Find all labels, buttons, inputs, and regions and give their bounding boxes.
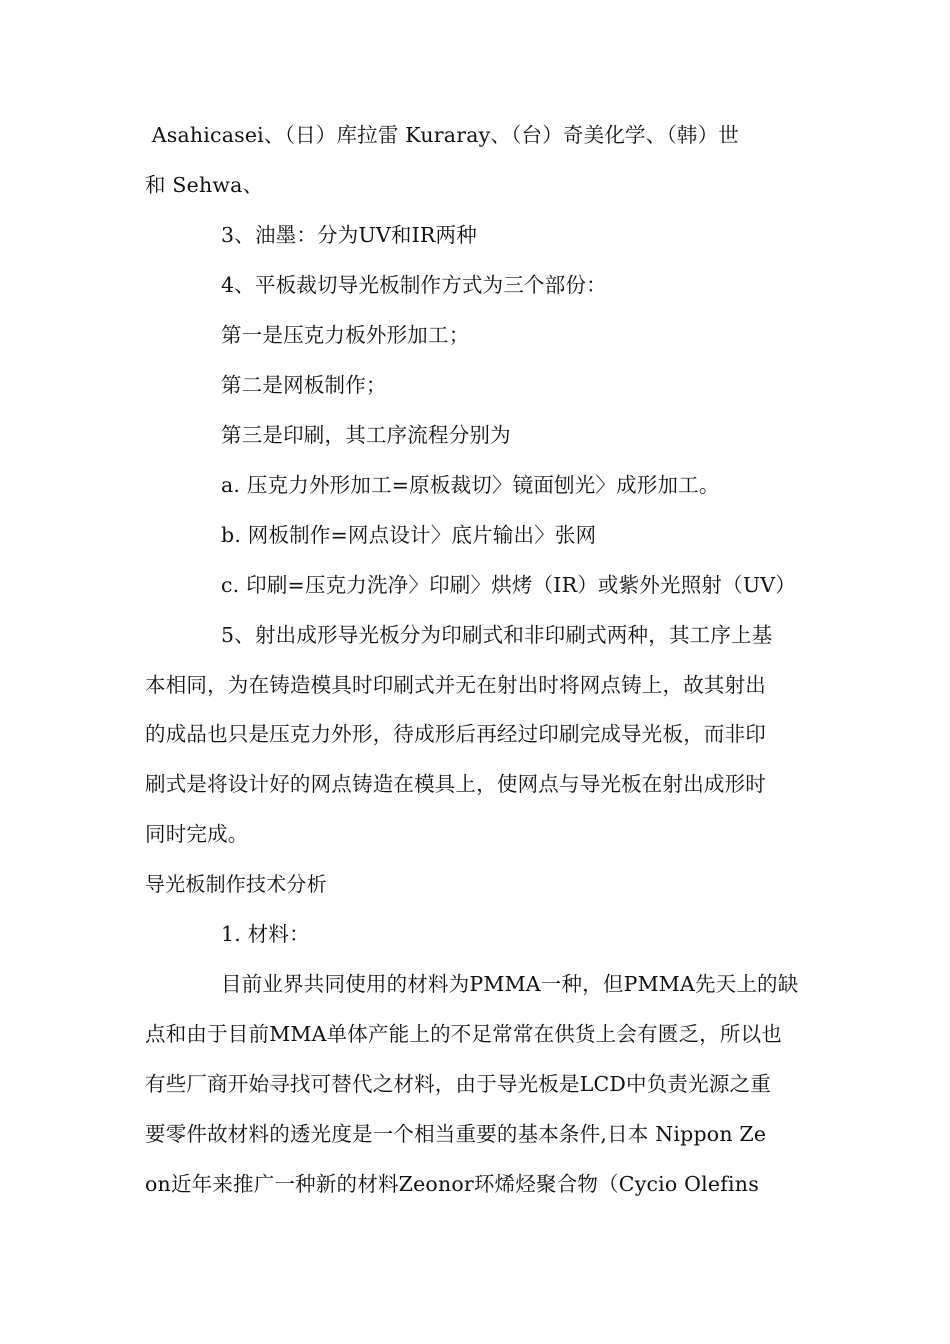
step-third: 第三是印刷，其工序流程分别为 [221,423,511,447]
list-item-materials: 1. 材料： [221,922,310,946]
paragraph-line: 的成品也只是压克力外形，待成形后再经过印刷完成导光板，而非印 [145,722,766,746]
list-item-3-ink: 3、油墨：分为UV和IR两种 [221,223,477,247]
section-heading: 导光板制作技术分析 [145,872,327,896]
text-line-1: Asahicasei、（日）库拉雷 Kuraray、（台）奇美化学、（韩）世 [145,123,739,147]
paragraph-line: 目前业界共同使用的材料为PMMA一种，但PMMA先天上的缺 [221,972,799,996]
process-c: c. 印刷=压克力洗净〉印刷〉烘烤（IR）或紫外光照射（UV） [221,573,797,597]
paragraph-line: 同时完成。 [145,822,249,846]
process-a: a. 压克力外形加工=原板裁切〉镜面刨光〉成形加工。 [221,473,720,497]
step-second: 第二是网板制作； [221,373,387,397]
text-line-2: 和 Sehwa、 [145,173,264,197]
list-item-4-flat-cut: 4、平板裁切导光板制作方式为三个部份： [221,273,607,297]
paragraph-line: 点和由于目前MMA单体产能上的不足常常在供货上会有匮乏，所以也 [145,1022,782,1046]
process-b: b. 网板制作=网点设计〉底片输出〉张网 [221,523,597,547]
paragraph-line: 刷式是将设计好的网点铸造在模具上，使网点与导光板在射出成形时 [145,772,766,796]
paragraph-line: 要零件故材料的透光度是一个相当重要的基本条件,日本 Nippon Ze [145,1122,767,1146]
paragraph-line: on近年来推广一种新的材料Zeonor环烯烃聚合物（Cycio Olefins [145,1172,759,1196]
paragraph-line: 本相同，为在铸造模具时印刷式并无在射出时将网点铸上，故其射出 [145,673,766,697]
step-first: 第一是压克力板外形加工； [221,323,470,347]
list-item-5-injection: 5、射出成形导光板分为印刷式和非印刷式两种，其工序上基 [221,623,773,647]
paragraph-line: 有些厂商开始寻找可替代之材料，由于导光板是LCD中负责光源之重 [145,1072,771,1096]
